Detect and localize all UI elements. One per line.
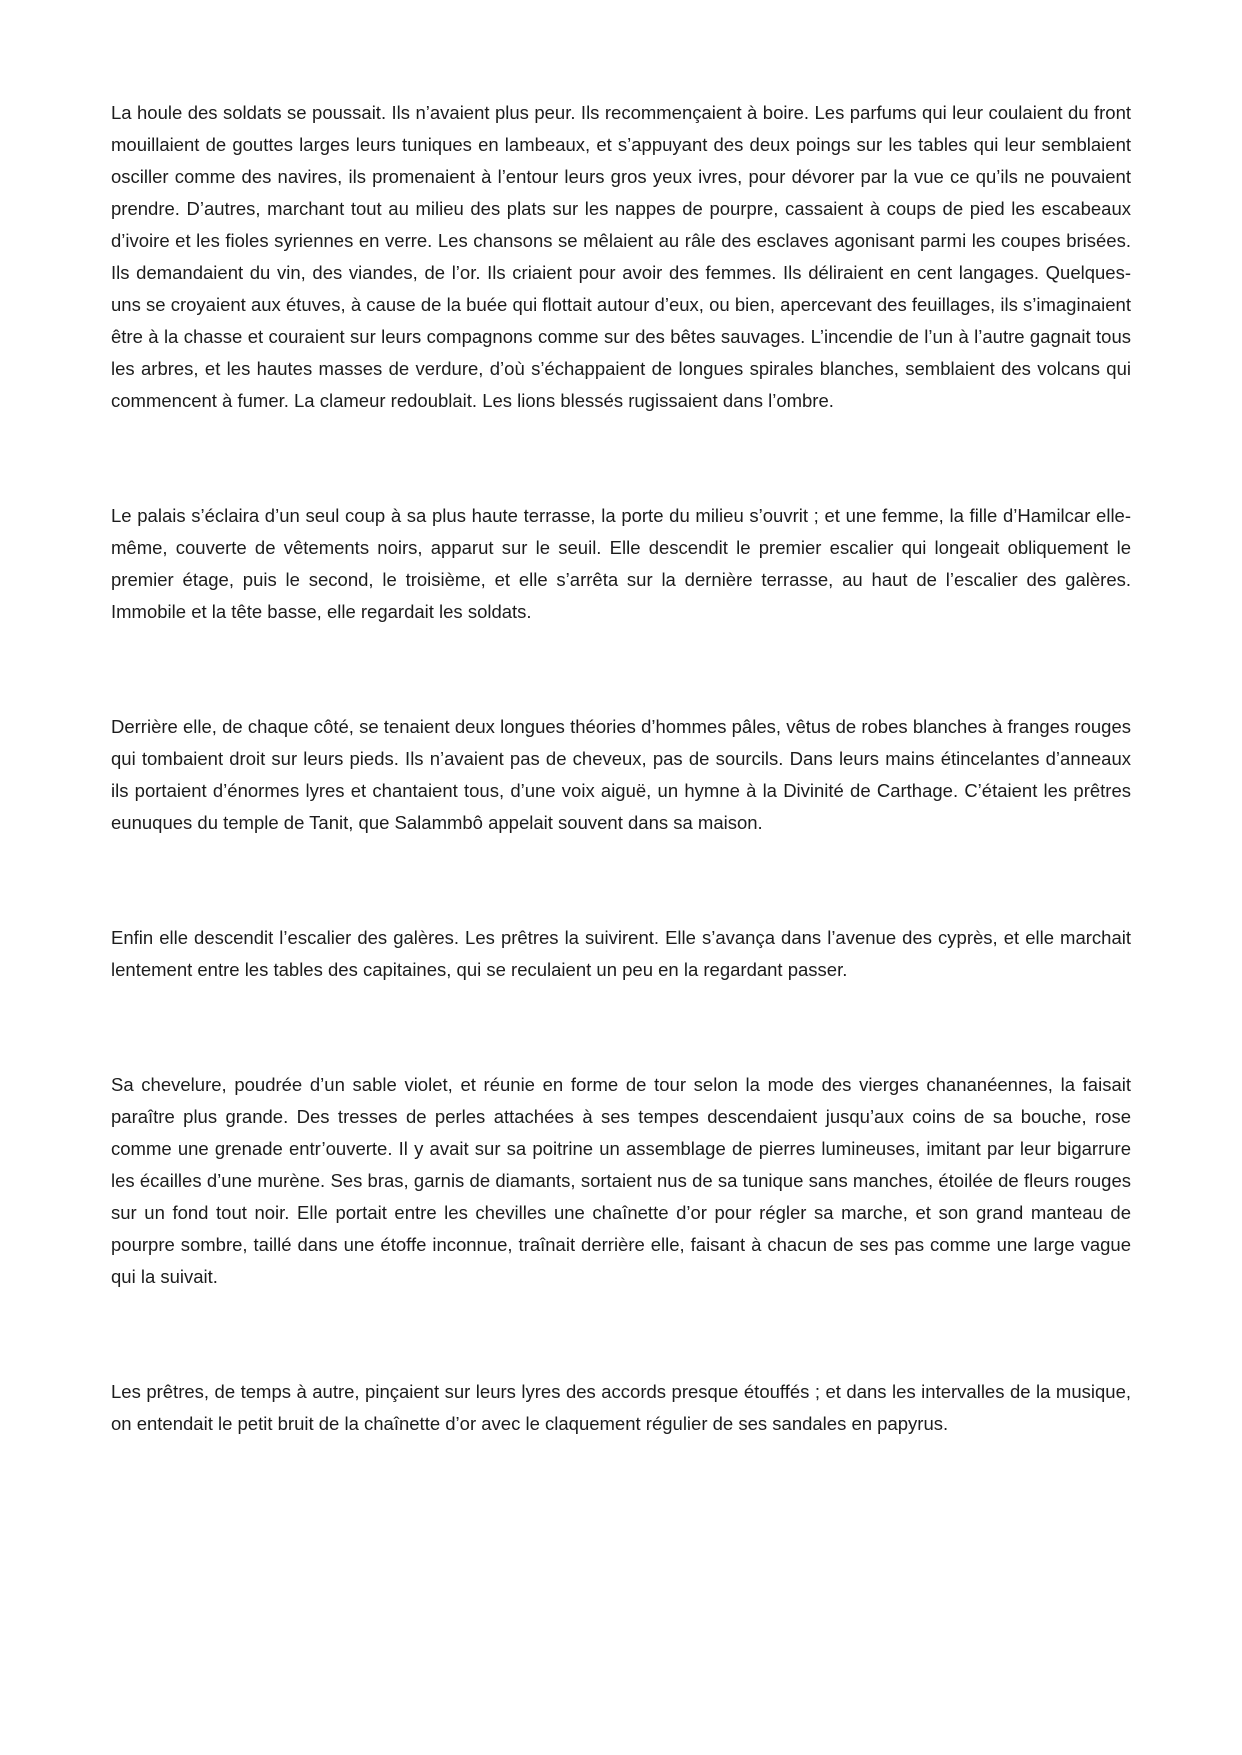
paragraph-3: Derrière elle, de chaque côté, se tenaient deux longues théories d’hommes pâles, vêtus de robes blanches à franges rouges qui tombaient droit sur leurs pieds. Ils n’avaient pas de cheveux, pas de sourcils. Dans leurs mains étincelantes d’anneaux ils portaient d’énormes lyres et chantaient tous, d’une voix aiguë, un hymne à la Divinité de Carthage. C’étaient les prêtres eunuques du temple de Tanit, que Salammbô appelait souvent dans sa maison.: [111, 716, 1131, 833]
paragraph-1: La houle des soldats se poussait. Ils n’avaient plus peur. Ils recommençaient à boire. Les parfums qui leur coulaient du front mouillaient de gouttes larges leurs tuniques en lambeaux, et s’appuyant des deux poings sur les tables qui leur semblaient osciller comme des navires, ils promenaient à l’entour leurs gros yeux ivres, pour dévorer par la vue ce qu’ils ne pouvaient prendre. D’autres, marchant tout au milieu des plats sur les nappes de pourpre, cassaient à coups de pied les escabeaux d’ivoire et les fioles syriennes en verre. Les chansons se mêlaient au râle des esclaves agonisant parmi les coupes brisées. Ils demandaient du vin, des viandes, de l’or. Ils criaient pour avoir des femmes. Ils déliraient en cent langages. Quelques-uns se croyaient aux étuves, à cause de la buée qui flottait autour d’eux, ou bien, apercevant des feuillages, ils s’imaginaient être à la chasse et couraient sur leurs compagnons comme sur des bêtes sauvages. L’incendie de l’un à l’autre gagnait tous les arbres, et les hautes masses de verdure, d’où s’échappaient de longues spirales blanches, semblaient des volcans qui commencent à fumer. La clameur redoublait. Les lions blessés rugissaient dans l’ombre.: [111, 102, 1131, 411]
paragraph-4: Enfin elle descendit l’escalier des galères. Les prêtres la suivirent. Elle s’avança dans l’avenue des cyprès, et elle marchait lentement entre les tables des capitaines, qui se reculaient un peu en la regardant passer.: [111, 927, 1131, 980]
document-page: [111, 97, 1131, 1440]
paragraph-5: Sa chevelure, poudrée d’un sable violet, et réunie en forme de tour selon la mode des vierges chananéennes, la faisait paraître plus grande. Des tresses de perles attachées à ses tempes descendaient jusqu’aux coins de sa bouche, rose comme une grenade entr’ouverte. Il y avait sur sa poitrine un assemblage de pierres lumineuses, imitant par leur bigarrure les écailles d’une murène. Ses bras, garnis de diamants, sortaient nus de sa tunique sans manches, étoilée de fleurs rouges sur un fond tout noir. Elle portait entre les chevilles une chaînette d’or pour régler sa marche, et son grand manteau de pourpre sombre, taillé dans une étoffe inconnue, traînait derrière elle, faisant à chacun de ses pas comme une large vague qui la suivait.: [111, 1074, 1131, 1287]
paragraph-2: Le palais s’éclaira d’un seul coup à sa plus haute terrasse, la porte du milieu s’ouvrit ; et une femme, la fille d’Hamilcar elle-même, couverte de vêtements noirs, apparut sur le seuil. Elle descendit le premier escalier qui longeait obliquement le premier étage, puis le second, le troisième, et elle s’arrêta sur la dernière terrasse, au haut de l’escalier des galères. Immobile et la tête basse, elle regardait les soldats.: [111, 505, 1131, 622]
paragraph-6: Les prêtres, de temps à autre, pinçaient sur leurs lyres des accords presque étouffés ; et dans les intervalles de la musique, on entendait le petit bruit de la chaînette d’or avec le claquement régulier de ses sandales en papyrus.: [111, 1381, 1131, 1434]
